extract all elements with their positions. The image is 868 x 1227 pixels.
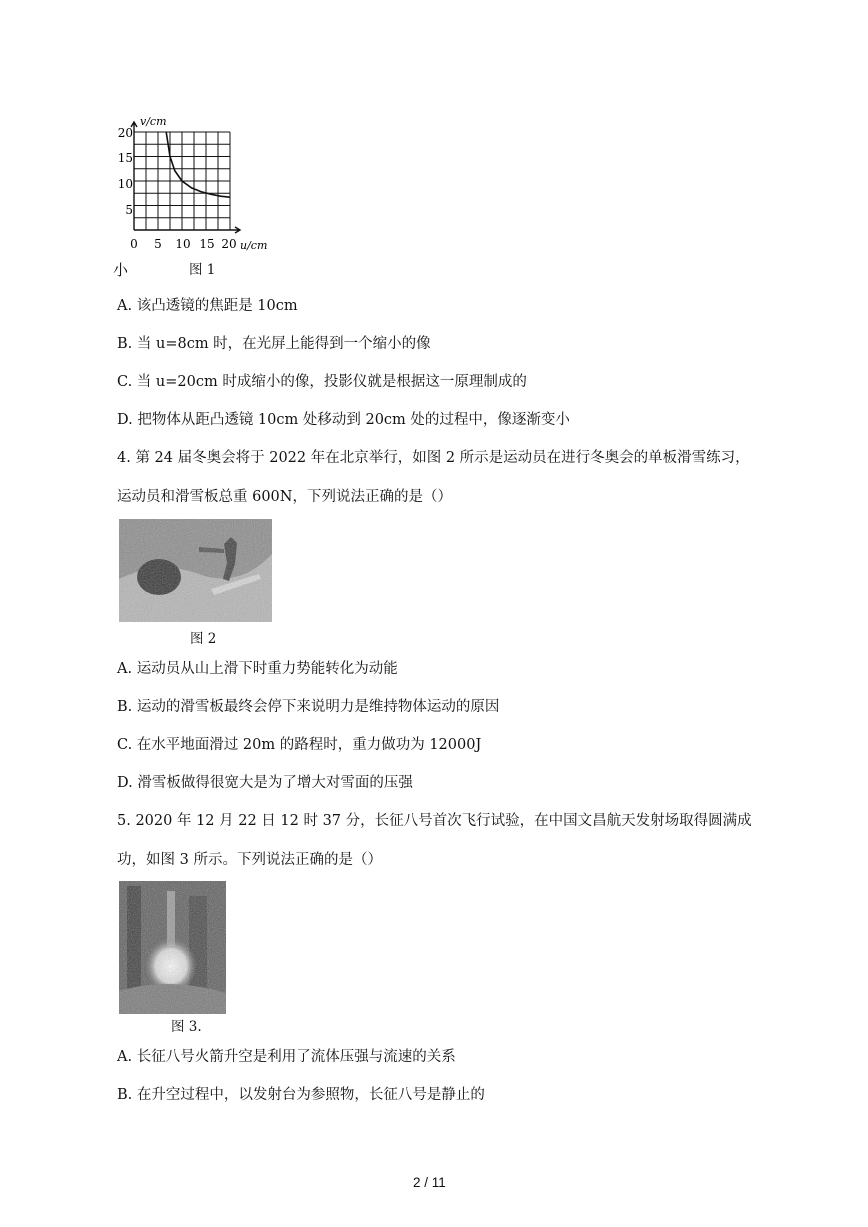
data-curve — [166, 132, 230, 197]
y-axis-label: v/cm — [140, 115, 167, 128]
figure1-graph — [112, 110, 282, 260]
x-tick-label: 20 — [221, 237, 237, 251]
q5-stem-line1: 5. 2020 年 12 月 22 日 12 时 37 分，长征八号首次飞行试验，在中国文昌航天发射场取得圆满成 — [117, 813, 752, 829]
y-tick-labels — [118, 126, 133, 217]
q3-option-a: A. 该凸透镜的焦距是 10cm — [117, 298, 298, 314]
q4-snowboard-photo — [119, 519, 272, 622]
q4-option-b: B. 运动的滑雪板最终会停下来说明力是维持物体运动的原因 — [117, 699, 500, 715]
q4-stem-line2: 运动员和滑雪板总重 600N，下列说法正确的是（） — [117, 489, 452, 505]
x-axis-label: u/cm — [240, 239, 268, 252]
y-tick-label: 5 — [125, 203, 133, 217]
q3-option-b: B. 当 u=8cm 时，在光屏上能得到一个缩小的像 — [117, 336, 431, 352]
figure1-caption: 图 1 — [189, 262, 216, 278]
figure1-artifact-text: 小 — [113, 261, 129, 279]
x-tick-label: 5 — [154, 237, 162, 251]
q5-figure-caption: 图 3. — [171, 1019, 202, 1035]
q3-option-d: D. 把物体从距凸透镜 10cm 处移动到 20cm 处的过程中，像逐渐变小 — [117, 412, 570, 428]
y-tick-label: 20 — [117, 126, 133, 140]
q3-option-c: C. 当 u=20cm 时成缩小的像，投影仪就是根据这一原理制成的 — [117, 374, 527, 390]
y-tick-label: 15 — [117, 151, 133, 165]
q4-figure-caption: 图 2 — [190, 631, 217, 647]
q5-rocket-photo — [119, 881, 226, 1014]
q5-option-a: A. 长征八号火箭升空是利用了流体压强与流速的关系 — [117, 1049, 456, 1065]
q5-stem-line2: 功，如图 3 所示。下列说法正确的是（） — [117, 852, 382, 868]
y-tick-label: 10 — [117, 177, 133, 191]
q4-option-c: C. 在水平地面滑过 20m 的路程时，重力做功为 12000J — [117, 737, 482, 753]
page-number: 2 / 11 — [413, 1175, 446, 1190]
q4-stem-line1: 4. 第 24 届冬奥会将于 2022 年在北京举行，如图 2 所示是运动员在进行冬奥会的单板滑雪练习， — [117, 450, 750, 466]
x-tick-labels — [130, 237, 236, 251]
x-tick-label: 0 — [130, 237, 138, 251]
x-tick-label: 10 — [175, 237, 191, 251]
x-axis-arrow — [134, 227, 240, 233]
q4-option-d: D. 滑雪板做得很宽大是为了增大对雪面的压强 — [117, 775, 413, 791]
graph-axes — [131, 122, 240, 233]
x-tick-label: 15 — [199, 237, 215, 251]
q4-option-a: A. 运动员从山上滑下时重力势能转化为动能 — [117, 661, 398, 677]
q5-option-b: B. 在升空过程中，以发射台为参照物，长征八号是静止的 — [117, 1087, 485, 1103]
